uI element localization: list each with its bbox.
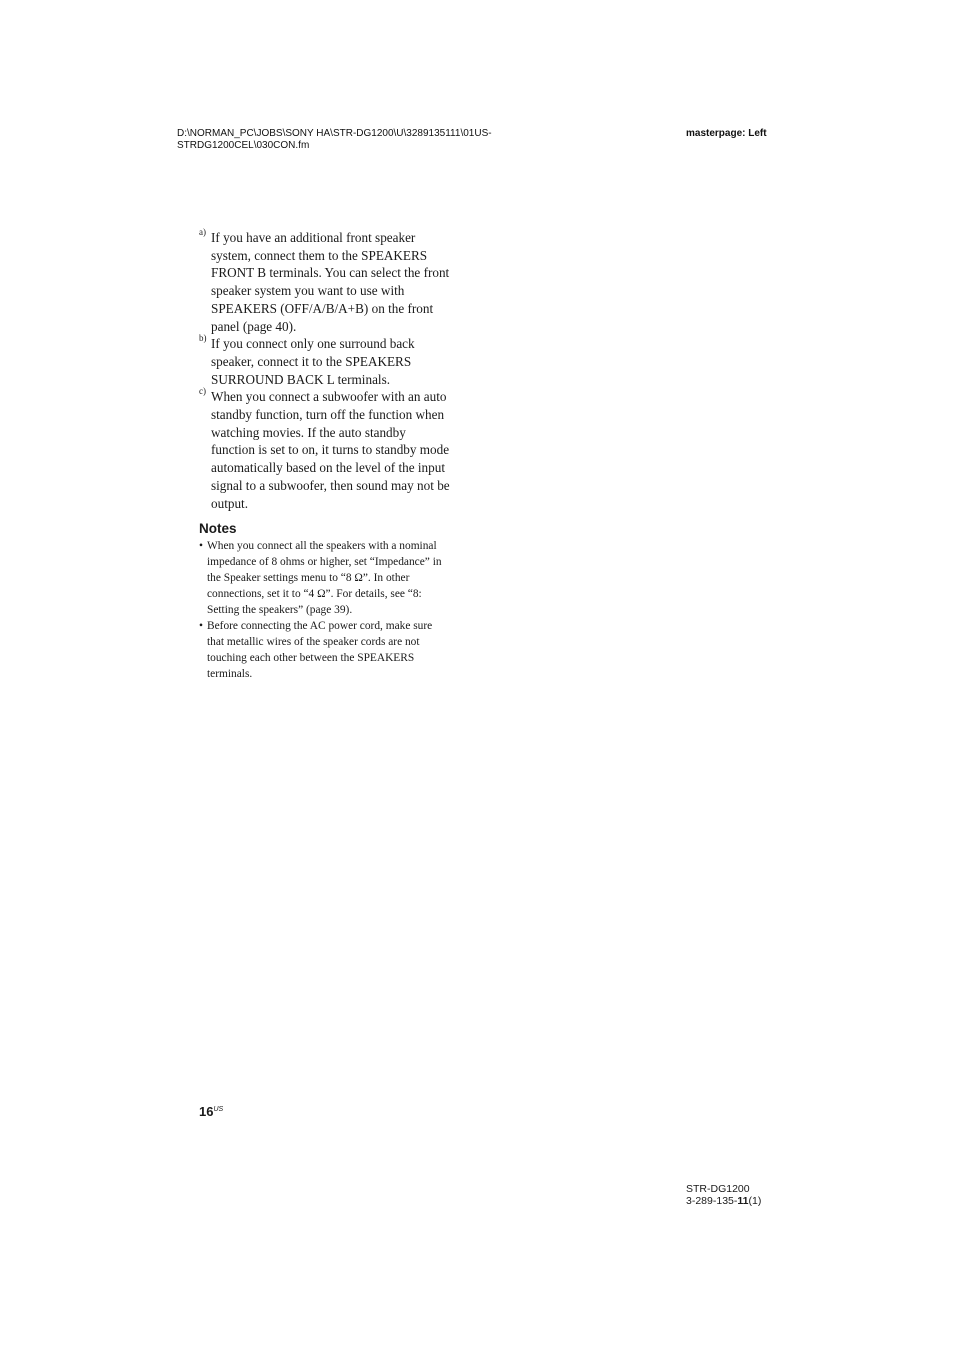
footnote-b-mark: b): [199, 333, 207, 344]
footnote-c-line: signal to a subwoofer, then sound may not be: [211, 477, 450, 493]
footnote-a-line: system, connect them to the SPEAKERS: [211, 247, 428, 263]
note-item-impedance: [199, 538, 469, 618]
note-line: that metallic wires of the speaker cords are not: [207, 636, 420, 649]
footer-code-suffix: (1): [748, 1195, 762, 1207]
footnote-c-line: automatically based on the level of the input: [211, 460, 446, 476]
note-line: connections, set it to “4 Ω”. For details, see “8:: [207, 588, 422, 601]
footnote-c-mark: c): [199, 386, 206, 397]
note-line: touching each other between the SPEAKERS: [207, 652, 415, 665]
footer-code-prefix: 3-289-135-: [686, 1195, 738, 1207]
footnote-a-line: If you have an additional front speaker: [211, 230, 416, 245]
note-line: terminals.: [207, 668, 253, 681]
footnote-c-line: When you connect a subwoofer with an auto: [211, 389, 447, 405]
page-number-suffix: US: [213, 1106, 224, 1113]
note-item-text: [207, 538, 469, 618]
footnote-b-line: SURROUND BACK L terminals.: [211, 371, 391, 387]
page-number-value: 16: [199, 1104, 214, 1119]
footnote-a-text: [211, 229, 469, 335]
note-line: Before connecting the AC power cord, make sure: [207, 620, 433, 633]
note-line: Setting the speakers” (page 39).: [207, 604, 353, 617]
footer-model: STR-DG1200: [686, 1183, 750, 1195]
page-number: [199, 1102, 223, 1120]
footnote-c-line: output.: [211, 495, 248, 511]
footnote-c-line: standby function, turn off the function when: [211, 407, 445, 423]
footer-code: [686, 1195, 761, 1207]
note-line: the Speaker settings menu to “8 Ω”. In other: [207, 572, 410, 585]
file-path-line-1: D:\NORMAN_PC\JOBS\SONY HA\STR-DG1200\U\3289135111\01US-: [177, 128, 492, 139]
note-line: When you connect all the speakers with a nominal: [207, 540, 437, 553]
note-item-text: [207, 618, 469, 682]
footnote-b: [199, 335, 469, 388]
footer-model-info: [686, 1183, 761, 1207]
bullet-icon: •: [199, 620, 203, 633]
bullet-icon: •: [199, 540, 203, 553]
footnote-c-line: function is set to on, it turns to standby mode: [211, 442, 450, 458]
note-line: impedance of 8 ohms or higher, set “Impedance” in: [207, 556, 442, 569]
footnote-a-line: speaker system you want to use with: [211, 283, 405, 299]
footnote-a-line: panel (page 40).: [211, 318, 297, 334]
footnote-b-line: If you connect only one surround back: [211, 336, 415, 352]
footnote-a-mark: a): [199, 227, 206, 237]
footnote-c-text: [211, 388, 469, 512]
footnote-a: [199, 229, 469, 335]
masterpage-label: masterpage: Left: [686, 128, 767, 139]
footnote-b-text: [211, 335, 469, 388]
footnote-b-line: speaker, connect it to the SPEAKERS: [211, 353, 412, 369]
main-column: [199, 229, 469, 682]
footnote-a-line: FRONT B terminals. You can select the front: [211, 265, 450, 281]
notes-heading: Notes: [199, 521, 237, 537]
footnote-c: [199, 388, 469, 512]
file-path-line-2: STRDG1200CEL\030CON.fm: [177, 140, 310, 151]
file-path-header: [177, 128, 597, 152]
footer-code-bold: 11: [737, 1195, 749, 1207]
footnote-c-line: watching movies. If the auto standby: [211, 424, 406, 440]
note-item-power-cord: [199, 618, 469, 682]
footnote-a-line: SPEAKERS (OFF/A/B/A+B) on the front: [211, 300, 434, 316]
